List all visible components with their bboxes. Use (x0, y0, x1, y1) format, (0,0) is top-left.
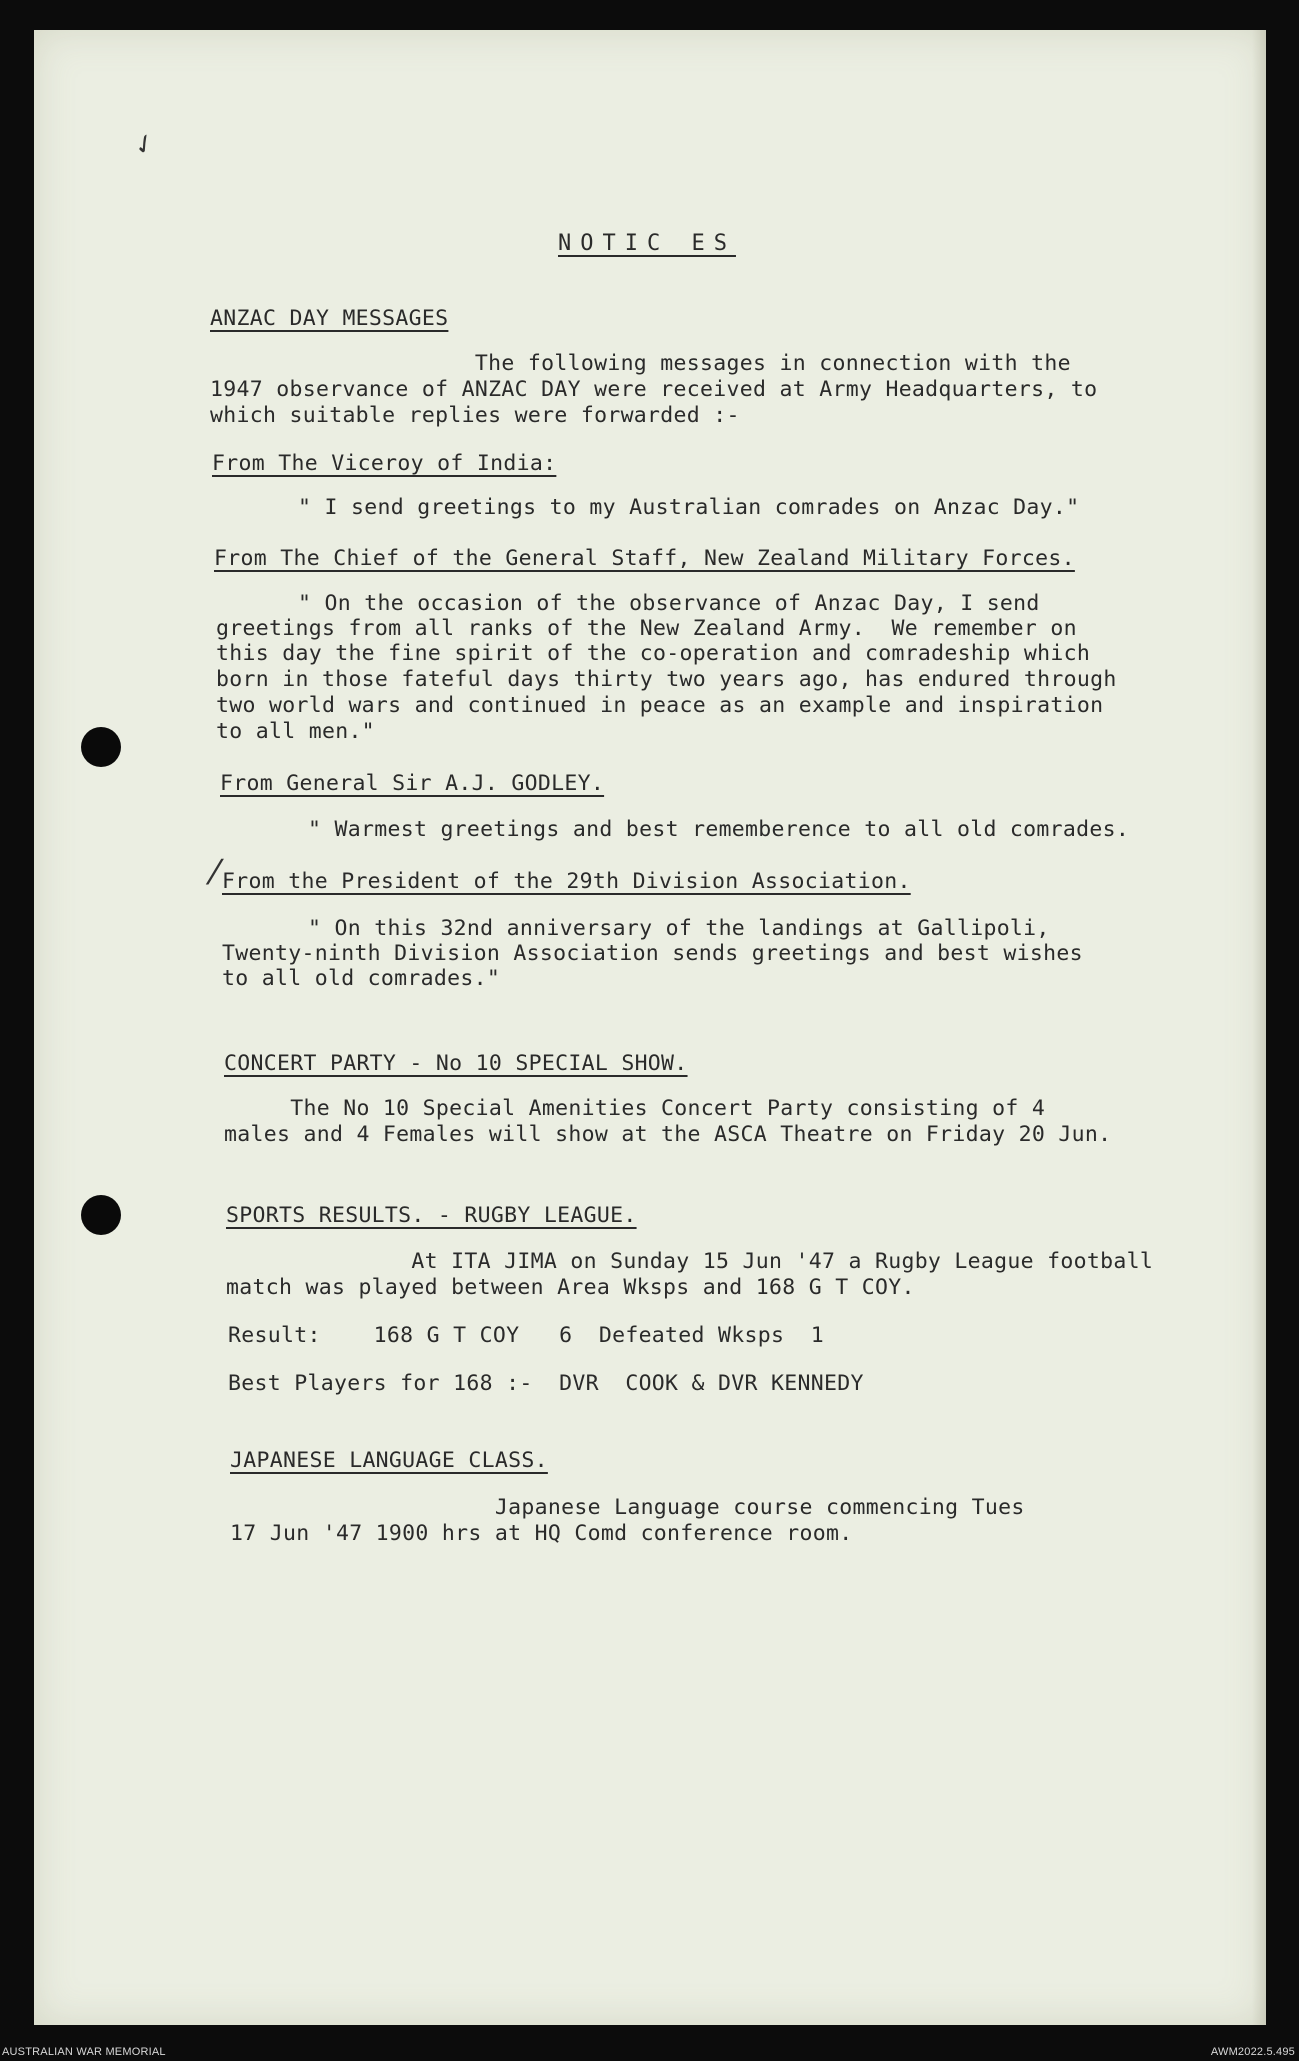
concert-body-line-2: males and 4 Females will show at the ASCA Theatre on Friday 20 Jun. (224, 1122, 1112, 1147)
nz-message-line-5: two world wars and continued in peace as an example and inspiration (216, 693, 1104, 718)
division-message-line-3: to all old comrades." (222, 966, 501, 991)
punch-hole-top (81, 727, 121, 767)
nz-heading: From The Chief of the General Staff, New Zealand Military Forces. (214, 546, 1075, 571)
sports-result: Result: 168 G T COY 6 Defeated Wksps 1 (228, 1323, 824, 1348)
viceroy-heading: From The Viceroy of India: (212, 451, 557, 476)
godley-heading: From General Sir A.J. GODLEY. (220, 771, 605, 796)
ink-mark-icon: ✓ (127, 126, 162, 164)
nz-message-line-6: to all men." (216, 719, 375, 744)
punch-hole-bottom (81, 1195, 121, 1235)
sports-body-line-1: At ITA JIMA on Sunday 15 Jun '47 a Rugby League football (226, 1249, 1154, 1274)
anzac-intro-line-2: 1947 observance of ANZAC DAY were received at Army Headquarters, to (210, 377, 1098, 402)
japanese-body-line-2: 17 Jun '47 1900 hrs at HQ Comd conference room. (230, 1521, 853, 1546)
sports-best-players: Best Players for 168 :- DVR COOK & DVR KENNEDY (228, 1371, 864, 1396)
ink-tick-icon: ⁄ (212, 853, 218, 893)
japanese-body-line-1: Japanese Language course commencing Tues (230, 1495, 1025, 1520)
division-message-line-2: Twenty-ninth Division Association sends greetings and best wishes (222, 941, 1083, 966)
anzac-intro-line-3: which suitable replies were forwarded :- (210, 403, 740, 428)
division-message-line-1: " On this 32nd anniversary of the landings at Gallipoli, (308, 916, 1050, 941)
sports-heading: SPORTS RESULTS. - RUGBY LEAGUE. (226, 1203, 637, 1228)
anzac-intro-line-1: The following messages in connection with the (210, 351, 1071, 376)
division-heading: From the President of the 29th Division Association. (222, 869, 911, 894)
japanese-heading: JAPANESE LANGUAGE CLASS. (230, 1448, 548, 1473)
godley-message: " Warmest greetings and best rememberence to all old comrades. (308, 817, 1130, 842)
nz-message-line-2: greetings from all ranks of the New Zealand Army. We remember on (216, 616, 1077, 641)
concert-heading: CONCERT PARTY - No 10 SPECIAL SHOW. (224, 1051, 688, 1076)
page-title: NOTIC ES (558, 231, 736, 256)
nz-message-line-4: born in those fateful days thirty two years ago, has endured through (216, 667, 1117, 692)
viceroy-message: " I send greetings to my Australian comrades on Anzac Day." (298, 495, 1080, 520)
footer-left: AUSTRALIAN WAR MEMORIAL (2, 2046, 166, 2058)
footer-right: AWM2022.5.495 (1210, 2046, 1295, 2058)
sports-body-line-2: match was played between Area Wksps and 168 G T COY. (226, 1275, 915, 1300)
concert-body-line-1: The No 10 Special Amenities Concert Party consisting of 4 (224, 1096, 1046, 1121)
document-page (34, 30, 1266, 2025)
nz-message-line-1: " On the occasion of the observance of Anzac Day, I send (298, 591, 1040, 616)
section-heading-anzac: ANZAC DAY MESSAGES (210, 306, 449, 331)
nz-message-line-3: this day the fine spirit of the co-operation and comradeship which (216, 641, 1091, 666)
